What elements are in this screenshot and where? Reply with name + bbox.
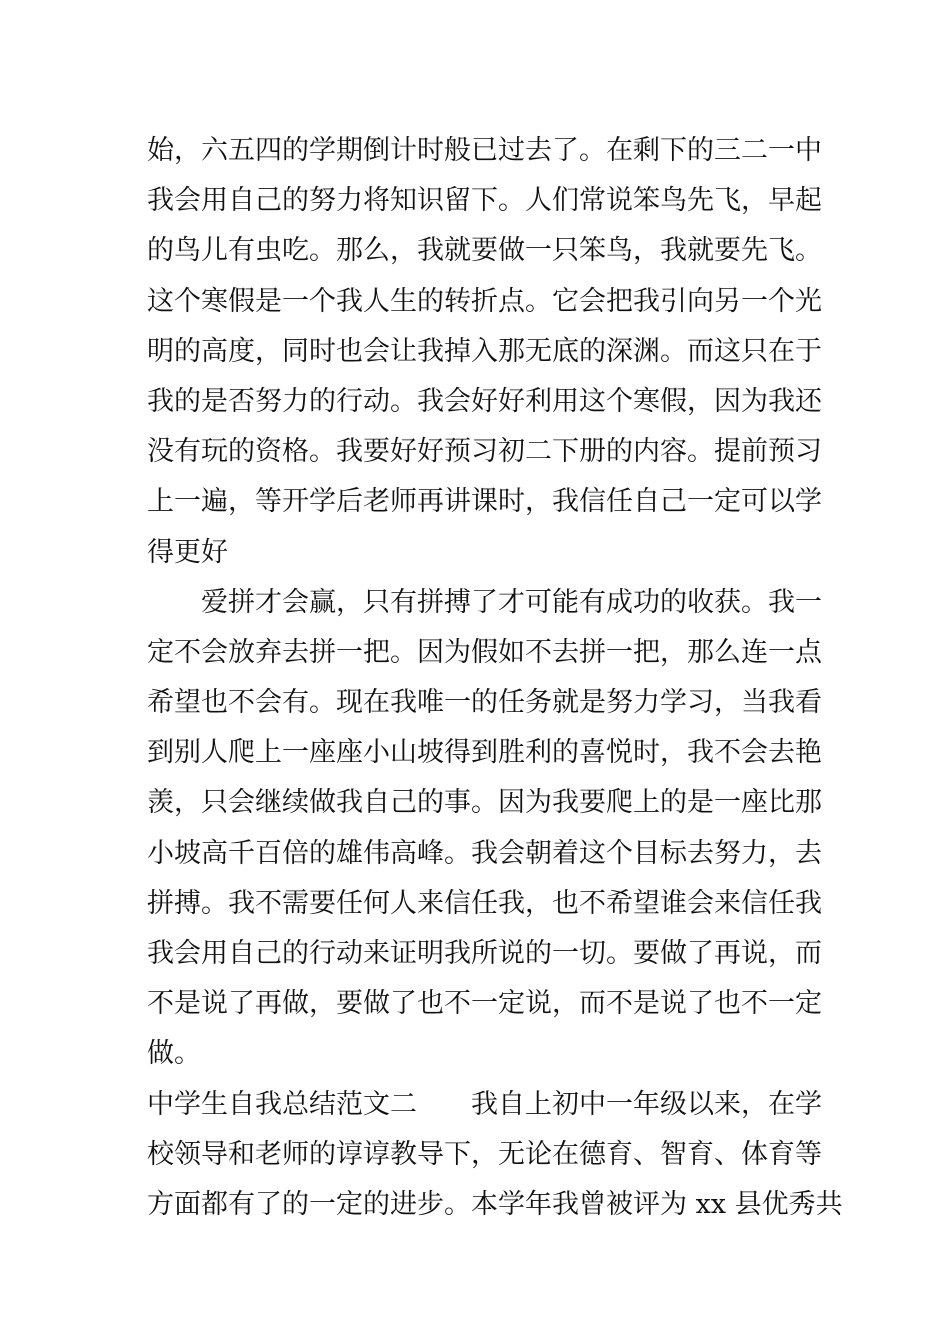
text-line: 羡，只会继续做我自己的事。因为我要爬上的是一座比那: [147, 787, 822, 819]
text-line: 希望也不会有。现在我唯一的任务就是努力学习，当我看: [147, 687, 822, 719]
section-title-line: [147, 1080, 822, 1130]
text-line: 这个寒假是一个我人生的转折点。它会把我引向另一个光: [147, 285, 822, 317]
text-line: 做。: [147, 1038, 201, 1070]
text-line: 我会用自己的努力将知识留下。人们常说笨鸟先飞，早起: [147, 185, 822, 217]
text-line: 明的高度，同时也会让我掉入那无底的深渊。而这只在于: [147, 335, 822, 367]
text-line: 定不会放弃去拼一把。因为假如不去拼一把，那么连一点: [147, 636, 822, 668]
text-line: 小坡高千百倍的雄伟高峰。我会朝着这个目标去努力，去: [147, 837, 822, 869]
text-line: 始，六五四的学期倒计时般已过去了。在剩下的三二一中: [147, 135, 822, 166]
text-line: 我自上初中一年级以来，在学: [471, 1088, 822, 1120]
text-line: 方面都有了的一定的进步。本学年我曾被评为 xx 县优秀共: [147, 1188, 843, 1220]
text-line: 我的是否努力的行动。我会好好利用这个寒假，因为我还: [147, 385, 822, 417]
text-line: 上一遍，等开学后老师再讲课时，我信任自己一定可以学: [147, 486, 822, 518]
text-line: 校领导和老师的谆谆教导下，无论在德育、智育、体育等: [147, 1138, 822, 1170]
text-line: 没有玩的资格。我要好好预习初二下册的内容。提前预习: [147, 436, 822, 468]
text-line: 的鸟儿有虫吃。那么，我就要做一只笨鸟，我就要先飞。: [147, 235, 822, 267]
document-body: [147, 126, 843, 1230]
text-line: 爱拼才会赢，只有拼搏了才可能有成功的收获。我一: [201, 586, 822, 618]
section-title: 中学生自我总结范文二: [147, 1088, 417, 1120]
text-line: 到别人爬上一座座小山坡得到胜利的喜悦时，我不会去艳: [147, 737, 822, 769]
text-line: 不是说了再做，要做了也不一定说，而不是说了也不一定: [147, 988, 822, 1020]
text-line: 得更好: [147, 536, 228, 568]
text-line: 我会用自己的行动来证明我所说的一切。要做了再说，而: [147, 938, 822, 969]
text-line: 拼搏。我不需要任何人来信任我，也不希望谁会来信任我: [147, 887, 822, 919]
